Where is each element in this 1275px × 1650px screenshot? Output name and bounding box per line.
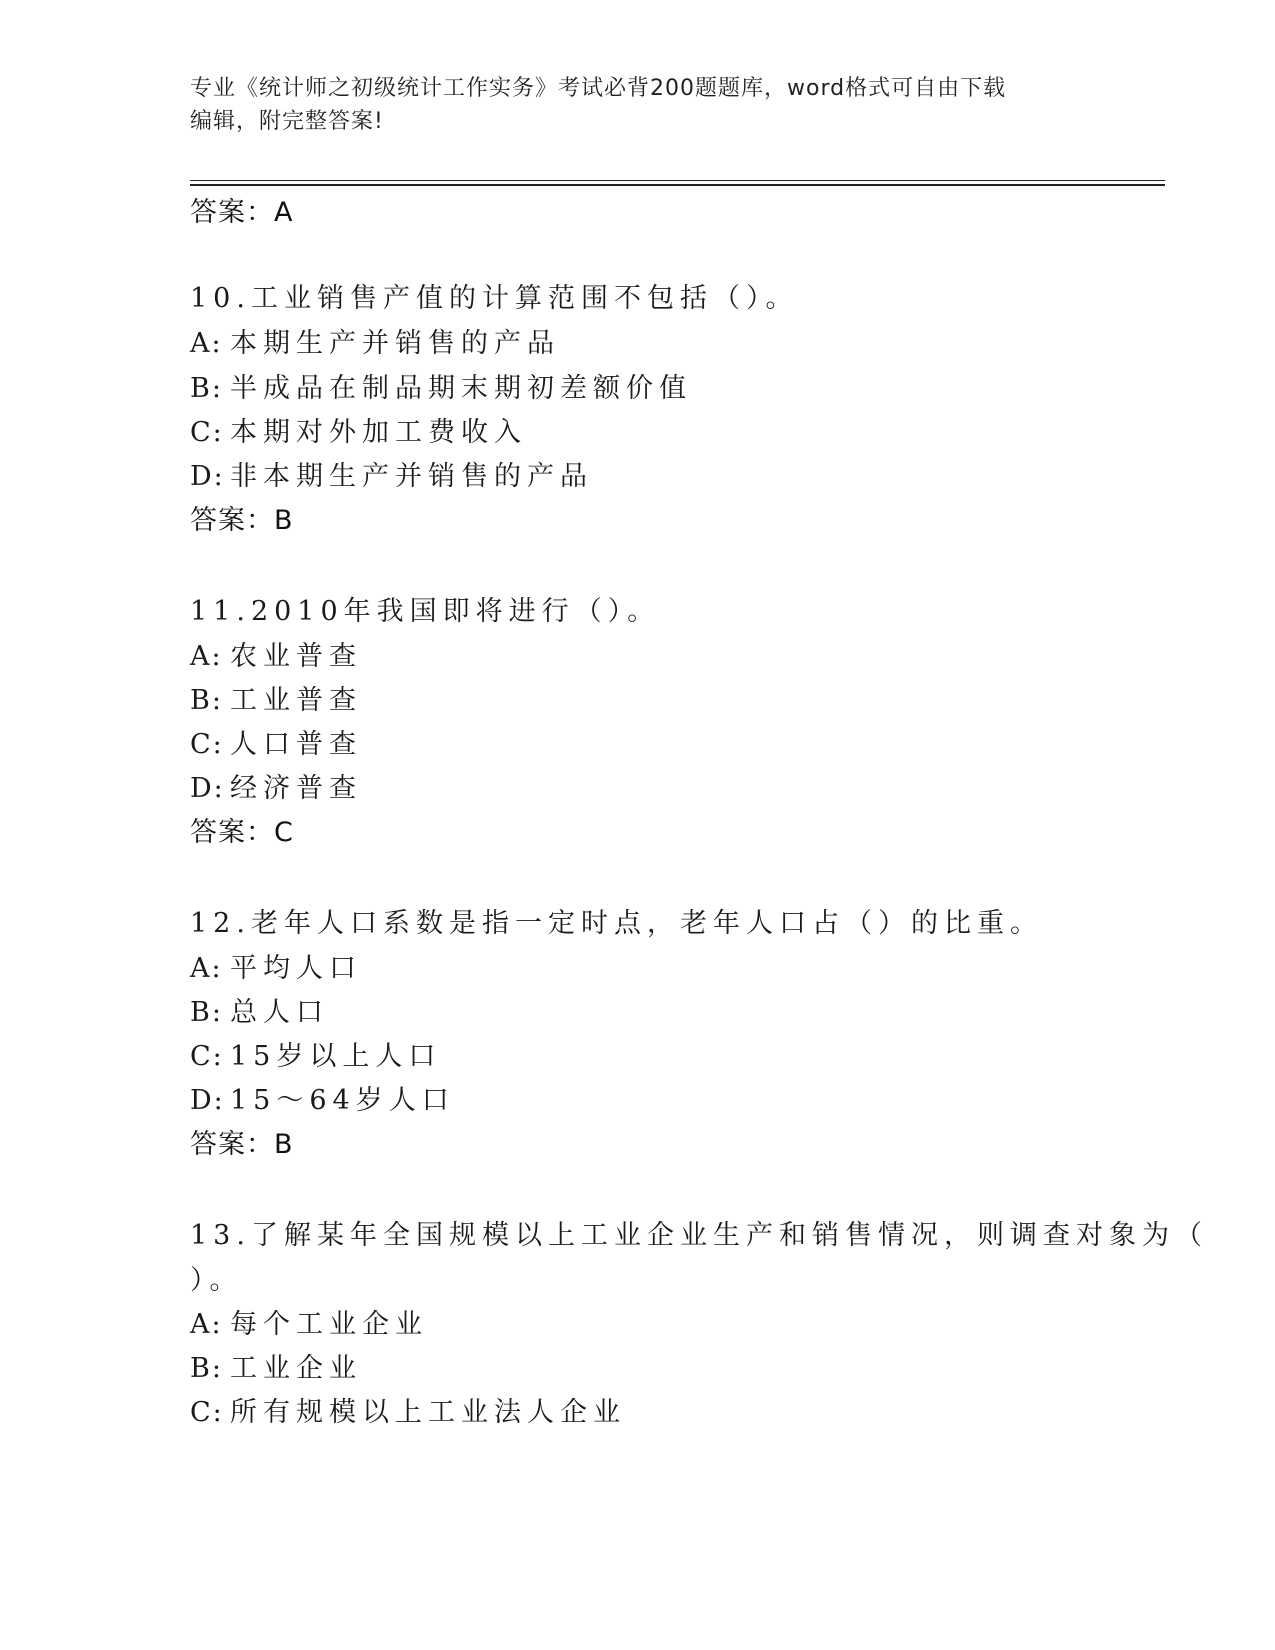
option-text: 平均人口 <box>230 953 362 984</box>
option-text: 经济普查 <box>230 773 362 804</box>
option-text: 总人口 <box>230 997 329 1028</box>
question-13-option-b <box>190 1346 362 1385</box>
document-header <box>190 72 1090 138</box>
option-text: 非本期生产并销售的产品 <box>230 461 593 492</box>
option-letter: C: <box>190 1397 224 1428</box>
header-divider-thick <box>190 184 1165 186</box>
header-line-1: 专业《统计师之初级统计工作实务》考试必背200题题库，word格式可自由下载 <box>190 76 1007 101</box>
option-text: 15～64岁人口 <box>230 1085 455 1116</box>
question-10-option-b <box>190 366 692 405</box>
question-10-option-a <box>190 321 560 360</box>
option-text: 人口普查 <box>230 729 362 760</box>
option-letter: B: <box>190 1353 223 1384</box>
option-letter: D: <box>190 773 225 804</box>
option-text: 工业普查 <box>230 685 362 716</box>
question-11-option-a <box>190 634 362 673</box>
question-13-stem-line-1: 13.了解某年全国规模以上工业企业生产和销售情况，则调查对象为（ <box>190 1220 1208 1251</box>
option-letter: A: <box>190 328 223 359</box>
option-text: 农业普查 <box>230 641 362 672</box>
option-letter: C: <box>190 1041 224 1072</box>
question-10-stem: 10.工业销售产值的计算范围不包括（）。 <box>190 283 799 314</box>
option-letter: C: <box>190 729 224 760</box>
option-text: 本期生产并销售的产品 <box>230 328 560 359</box>
option-letter: B: <box>190 373 223 404</box>
option-letter: D: <box>190 1085 225 1116</box>
question-11-answer: 答案：C <box>190 817 294 848</box>
option-letter: A: <box>190 1309 223 1340</box>
option-letter: B: <box>190 997 223 1028</box>
header-divider-thin <box>190 180 1165 181</box>
question-11-stem: 11.2010年我国即将进行（）。 <box>190 596 661 627</box>
option-letter: D: <box>190 461 225 492</box>
question-10-option-c <box>190 410 527 449</box>
question-13-option-a <box>190 1302 428 1341</box>
option-text: 半成品在制品期末期初差额价值 <box>230 373 692 404</box>
question-11-option-c <box>190 722 362 761</box>
question-12-stem: 12.老年人口系数是指一定时点，老年人口占（）的比重。 <box>190 908 1043 939</box>
question-12-option-b <box>190 990 329 1029</box>
question-11-option-b <box>190 678 362 717</box>
question-10-option-d <box>190 454 593 493</box>
question-12-option-a <box>190 946 362 985</box>
header-line-2: 编辑，附完整答案! <box>190 109 384 134</box>
option-letter: C: <box>190 417 224 448</box>
option-text: 15岁以上人口 <box>230 1041 442 1072</box>
option-text: 每个工业企业 <box>230 1309 428 1340</box>
option-letter: A: <box>190 641 223 672</box>
question-10-answer: 答案：B <box>190 505 294 536</box>
question-11-option-d <box>190 766 362 805</box>
option-letter: B: <box>190 685 223 716</box>
question-12-option-c <box>190 1034 441 1073</box>
previous-answer: 答案：A <box>190 197 294 228</box>
option-letter: A: <box>190 953 223 984</box>
question-12-option-d <box>190 1078 455 1117</box>
option-text: 工业企业 <box>230 1353 362 1384</box>
option-text: 本期对外加工费收入 <box>230 417 527 448</box>
option-text: 所有规模以上工业法人企业 <box>230 1397 626 1428</box>
question-13-stem-line-2: ）。 <box>190 1265 243 1296</box>
question-13-option-c <box>190 1390 626 1429</box>
question-12-answer: 答案：B <box>190 1129 294 1160</box>
